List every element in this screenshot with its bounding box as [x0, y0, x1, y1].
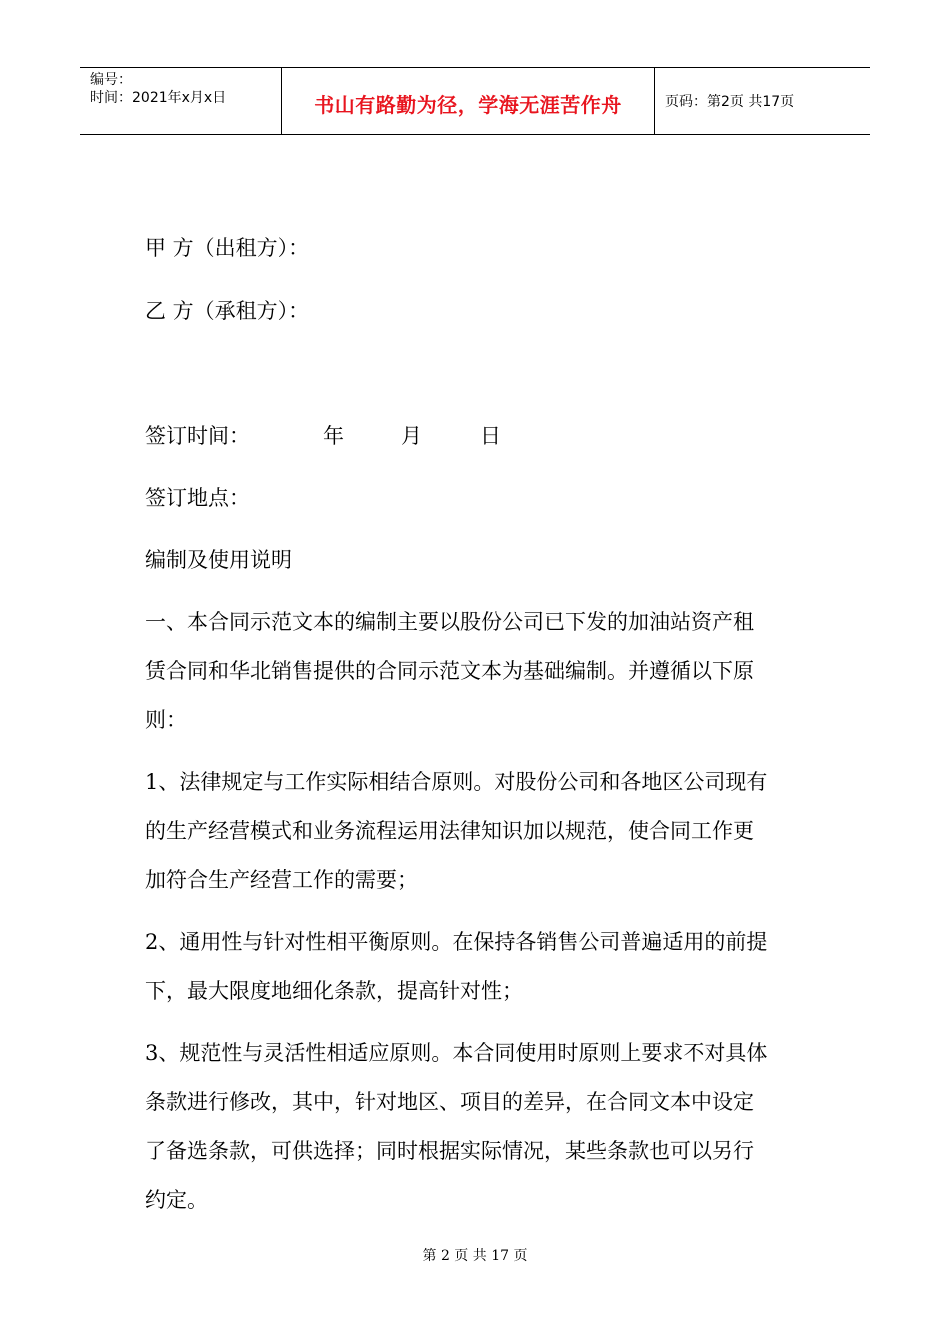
signing-day: 日: [480, 424, 501, 448]
header-motto: 书山有路勤为径，学海无涯苦作舟: [314, 92, 622, 117]
paragraph-line: 加符合生产经营工作的需要；: [145, 868, 418, 892]
page-footer: 第 2 页 共 17 页: [422, 1248, 528, 1264]
signing-month: 月: [401, 424, 422, 448]
paragraph-line: 赁合同和华北销售提供的合同示范文本为基础编制。并遵循以下原: [145, 659, 754, 683]
paragraph-line: 2、通用性与针对性相平衡原则。在保持各销售公司普遍适用的前提: [145, 930, 768, 954]
paragraph-line: 1、法律规定与工作实际相结合原则。对股份公司和各地区公司现有: [145, 770, 768, 794]
instructions-title: 编制及使用说明: [145, 548, 292, 572]
paragraph-line: 的生产经营模式和业务流程运用法律知识加以规范，使合同工作更: [145, 819, 754, 843]
paragraph-line: 下，最大限度地细化条款，提高针对性；: [145, 979, 523, 1003]
paragraph-line: 约定。: [145, 1188, 208, 1212]
signing-time: [145, 420, 545, 450]
header-number: 编号：: [90, 72, 132, 88]
party-a: 甲 方（出租方）：: [145, 236, 310, 260]
paragraph-line: 一、本合同示范文本的编制主要以股份公司已下发的加油站资产租: [145, 610, 754, 634]
signing-place: 签订地点：: [145, 486, 250, 510]
paragraph-line: 3、规范性与灵活性相适应原则。本合同使用时原则上要求不对具体: [145, 1041, 768, 1065]
page-header: [80, 67, 870, 135]
header-meta: [80, 68, 282, 134]
header-motto-cell: [282, 68, 655, 134]
paragraph-line: 条款进行修改，其中，针对地区、项目的差异，在合同文本中设定: [145, 1090, 754, 1114]
header-time: 时间：2021年x月x日: [90, 90, 227, 106]
header-page-info: 页码：第2页 共17页: [665, 94, 795, 110]
party-b: 乙 方（承租方）：: [145, 299, 310, 323]
paragraph-line: 了备选条款，可供选择；同时根据实际情况，某些条款也可以另行: [145, 1139, 754, 1163]
signing-time-label: 签订时间：: [145, 424, 250, 448]
signing-year: 年: [323, 424, 344, 448]
paragraph-line: 则：: [145, 708, 187, 732]
